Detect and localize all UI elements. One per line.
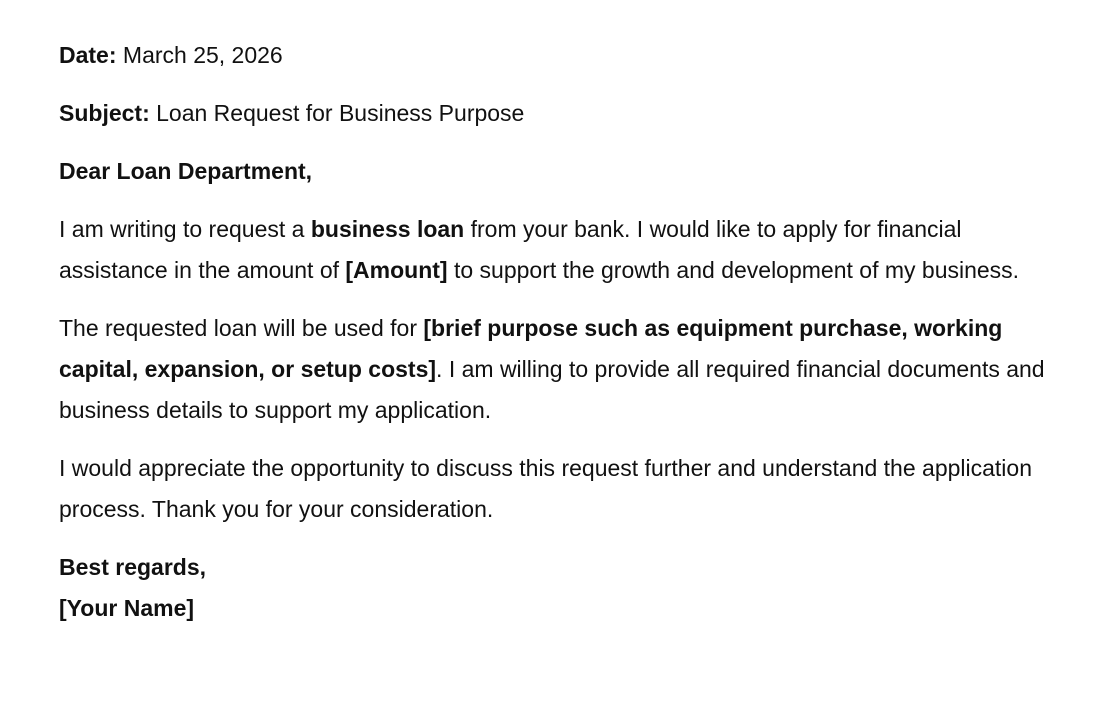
paragraph-intro: [59, 209, 1049, 291]
date-line: [59, 35, 1049, 76]
paragraph-purpose: [59, 308, 1049, 431]
paragraph-purpose-bold: [brief purpose such as equipment purchase, working capital, expansion, or setup costs]: [59, 315, 1003, 382]
paragraph-closing: I would appreciate the opportunity to discuss this request further and understand the application process. Thank you for your consideration.: [59, 455, 1032, 522]
date-value: March 25, 2026: [122, 42, 283, 68]
paragraph-intro-text-3: to support the growth and development of my business.: [447, 257, 1020, 283]
signature-line: [Your Name]: [59, 595, 195, 621]
salutation: Dear Loan Department,: [59, 158, 313, 184]
letter-document: [59, 35, 1049, 629]
paragraph-purpose-text-1: The requested loan will be used for: [59, 315, 424, 341]
paragraph-purpose-text-2: . I am willing to provide all required financial documents and business details to support my application.: [59, 356, 1045, 423]
paragraph-intro-bold-amount: [Amount]: [345, 257, 448, 283]
paragraph-intro-bold-loan: business loan: [310, 216, 465, 242]
closing-line: Best regards,: [59, 554, 207, 580]
paragraph-intro-text-1: I am writing to request a: [59, 216, 311, 242]
subject-line: [59, 93, 1049, 134]
subject-value: Loan Request for Business Purpose: [156, 100, 525, 126]
date-label: Date:: [59, 42, 117, 68]
paragraph-intro-text-2: from your bank. I would like to apply for financial assistance in the amount of: [59, 216, 962, 283]
subject-label: Subject:: [59, 100, 150, 126]
